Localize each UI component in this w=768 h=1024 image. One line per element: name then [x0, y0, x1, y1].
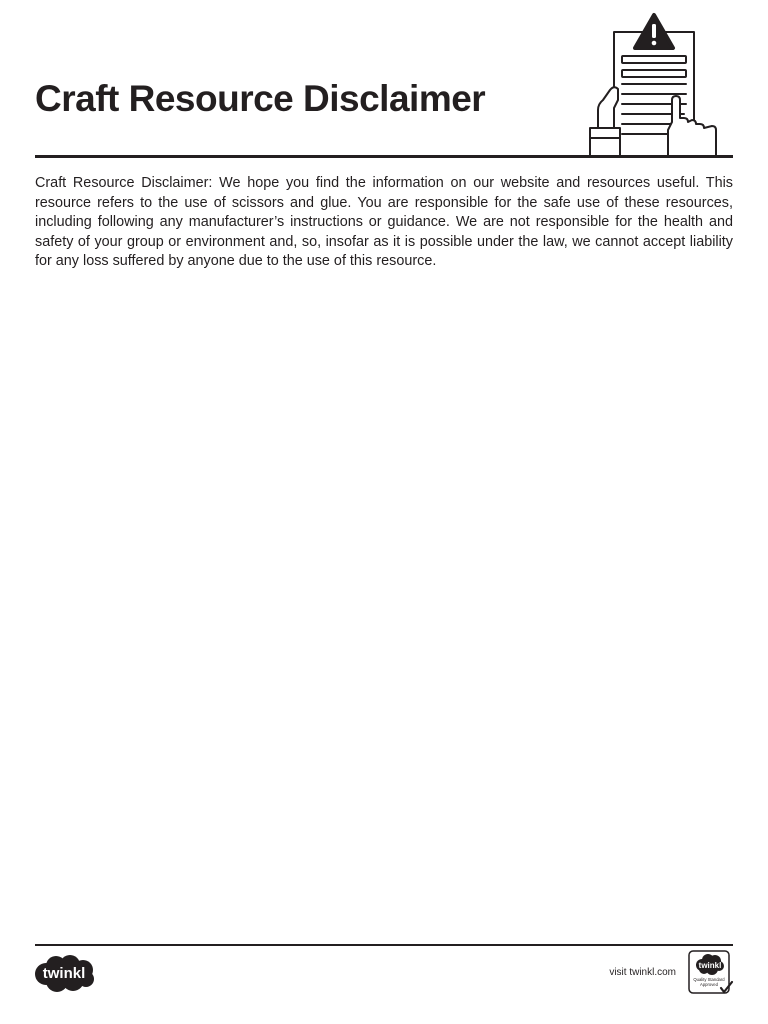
header-divider [35, 155, 733, 158]
quality-standard-badge [688, 950, 734, 996]
twinkl-logo [33, 953, 97, 993]
twinkl-logo-text: twinkl [42, 965, 86, 982]
disclaimer-document-icon [584, 12, 724, 158]
badge-logo-text: twinkl [698, 961, 722, 970]
disclaimer-body: Craft Resource Disclaimer: We hope you find the information on our website and resources useful. This resource refers to the use of scissors and glue. You are responsible for the safe use of these resources, including following any manufacturer’s instructions or guidance. We are not responsible for the health and safety of your group or environment and, so, insofar as it is possible under the law, we cannot accept liability for any loss suffered by anyone due to the use of this resource. [35, 175, 733, 269]
badge-caption-line2: Approved [700, 982, 718, 987]
visit-twinkl-link[interactable]: visit twinkl.com [609, 967, 676, 978]
footer-divider [35, 944, 733, 946]
badge-caption-line1: Quality Standard [693, 977, 725, 982]
page-title: Craft Resource Disclaimer [35, 78, 486, 119]
